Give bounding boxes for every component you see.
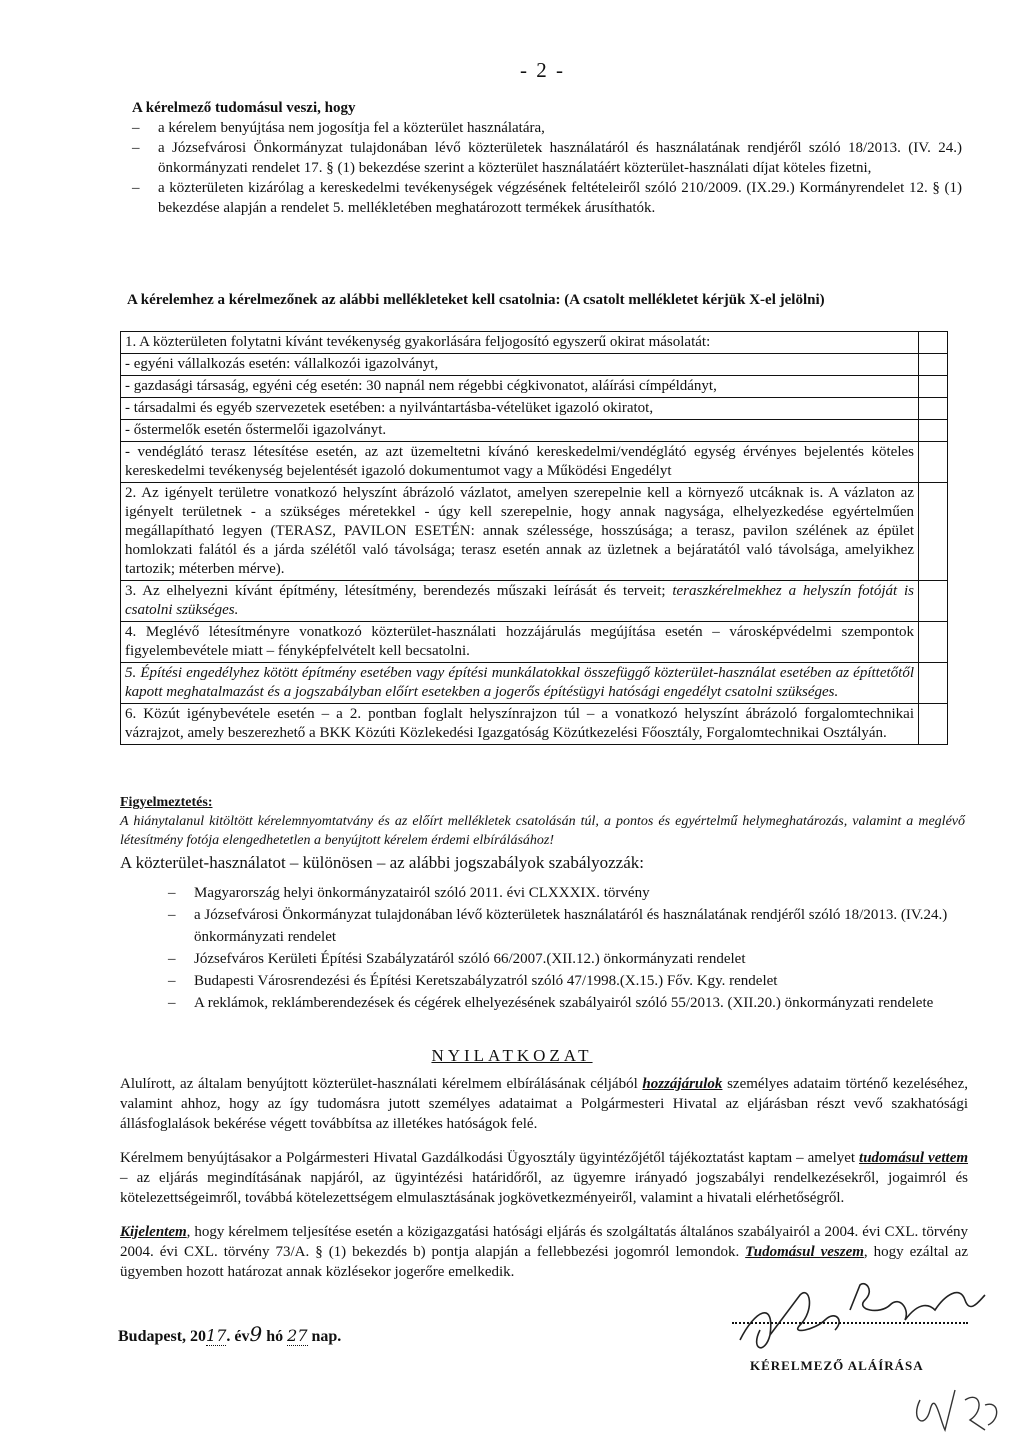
laws-heading: A közterület-használatot – különösen – az alábbi jogszabályok szabályozzák: (120, 853, 644, 872)
declaration-paragraph: Kijelentem, hogy kérelmem teljesítése esetén a közigazgatási hatósági eljárás és szolgáltatás általános szabályairól a 2004. évi CXL. törvény 2004. évi CXL. törvény 73/A. § (1) bekezdés b) pontja alapján a fellebbezési jogomról lemondok. Tudomásul veszem, hogy ezáltal az ügyemben hozott határozat annak közlésekor jogerőre emelkedik. (120, 1224, 969, 1280)
table-row (121, 442, 948, 483)
list-item: – a kérelem benyújtása nem jogosítja fel a közterület használatára, (132, 118, 962, 138)
table-cell: 6. Közút igénybevétele esetén – a 2. pontban foglalt helyszínrajzon túl – a vonatkozó helyszínt ábrázoló forgalomtechnikai vázrajzot, amely beszerezhető a BKK Közúti Közlekedési Igazgatóság Közútkezelési Főosztály, Forgalomtechnikai Osztályán. (121, 704, 919, 745)
table-row (121, 332, 948, 354)
signature-line (732, 1322, 968, 1324)
attachments-heading: A kérelemhez a kérelmezőnek az alábbi mellékleteket kell csatolnia: (A csatolt mellékletet kérjük X-el jelölni) (127, 292, 825, 308)
mark-checkbox[interactable] (919, 332, 948, 354)
table-row (121, 704, 948, 745)
table-cell: - egyéni vállalkozás esetén: vállalkozói igazolványt, (121, 354, 919, 376)
declaration-title: NYILATKOZAT (431, 1046, 593, 1065)
warning-title: Figyelmeztetés: (120, 795, 213, 810)
list-item: – a Józsefvárosi Önkormányzat tulajdonában lévő közterületek használatáról és használatának rendjéről szóló 18/2013. (IV. 24.) önkormányzati rendelet 17. § (1) bekezdése szerint a közterület használatáért közterület-használati díjat köteles fizetni, (132, 138, 962, 178)
mark-checkbox[interactable] (919, 420, 948, 442)
acknowledge-emphasis: Tudomásul veszem (745, 1244, 864, 1260)
mark-checkbox[interactable] (919, 622, 948, 663)
table-cell: 1. A közterületen folytatni kívánt tevékenység gyakorlására feljogosító egyszerű okirat másolatát: (121, 332, 919, 354)
table-row (121, 622, 948, 663)
table-row (121, 663, 948, 704)
table-row (121, 420, 948, 442)
page-number: - 2 - (520, 58, 565, 82)
table-row (121, 376, 948, 398)
month-handwritten: 9 (249, 1322, 263, 1346)
warning-section (120, 793, 965, 850)
table-cell: 2. Az igényelt területre vonatkozó helyszínt ábrázoló vázlatot, amelyen szerepelnie kell a környező utcáknak is. A vázlaton az igényelt területnek - a szükséges méretekkel - úgy kell szerepelnie, hogy annak nagysága, elhelyezkedése egyértelműen megállapítható legyen (TERASZ, PAVILON ESETÉN: annak szélessége, hosszúsága; a terasz, pavilon szélének az épület homlokzati falától és a járda szélétől való távolsága; terasz esetén annak az üzletnek a bejáratától való távolsága, amelyikhez tartozik; méterben mérve). (121, 483, 919, 581)
mark-checkbox[interactable] (919, 398, 948, 420)
table-row (121, 581, 948, 622)
consent-emphasis: hozzájárulok (642, 1076, 723, 1092)
acknowledge-emphasis: tudomásul vettem (859, 1150, 969, 1166)
table-row (121, 398, 948, 420)
table-cell: - társadalmi és egyéb szervezetek esetében: a nyilvántartásba-vételüket igazoló okiratot, (121, 398, 919, 420)
intro-list (132, 118, 962, 218)
list-item: – Józsefváros Kerületi Építési Szabályzatáról szóló 66/2007.(XII.12.) önkormányzati rendelet (168, 948, 965, 970)
mark-checkbox[interactable] (919, 663, 948, 704)
table-row (121, 354, 948, 376)
warning-text: A hiánytalanul kitöltött kérelemnyomtatvány és az előírt mellékletek csatolásán túl, a pontos és egyértelmű helymeghatározás, valamint a meglévő létesítmény fotója elengedhetetlen a benyújtott kérelem érdemi elbírálásához! (120, 814, 965, 848)
table-cell: - őstermelők esetén őstermelői igazolványt. (121, 420, 919, 442)
list-item: – Magyarország helyi önkormányzatairól szóló 2011. évi CLXXXIX. törvény (168, 882, 965, 904)
year-handwritten: 17 (206, 1326, 227, 1345)
mark-checkbox[interactable] (919, 483, 948, 581)
list-item: – Budapesti Városrendezési és Építési Keretszabályzatról szóló 47/1998.(X.15.) Főv. Kgy. rendelet (168, 970, 965, 992)
declaration-paragraph: Kérelmem benyújtásakor a Polgármesteri Hivatal Gazdálkodási Ügyosztály ügyintézőjétől tájékoztatást kaptam – amelyet tudomásul vettem – az eljárás megindításának napjáról, az ügyintézési határidőről, az ügyemre irányadó jogszabályi rendelkezésekről, jogaimról és kötelezettségeimről, továbbá kötelezettségem elmulasztásának jogkövetkezményeiről, valamint a hivatali elérhetőségről. (120, 1150, 969, 1206)
list-item: – a közterületen kizárólag a kereskedelmi tevékenységek végzésének feltételeiről szóló 210/2009. (IX.29.) Kormányrendelet 12. § (1) bekezdése alapján a rendelet 5. mellékletében meghatározott termékek árusíthatók. (132, 178, 962, 218)
day-handwritten: 27 (287, 1326, 308, 1345)
table-row (121, 483, 948, 581)
table-cell: 3. Az elhelyezni kívánt építmény, létesítmény, berendezés műszaki leírását és terveit; teraszkérelmekhez a helyszín fotóját is csatolni szükséges. (121, 581, 919, 622)
mark-checkbox[interactable] (919, 442, 948, 483)
mark-checkbox[interactable] (919, 354, 948, 376)
declare-emphasis: Kijelentem (120, 1224, 187, 1240)
laws-list (120, 882, 965, 1014)
table-cell: - vendéglátó terasz létesítése esetén, az azt üzemeltetni kívánó kereskedelmi/vendéglátó egység érvényes bejelentés köteles kereskedelmi tevékenység bejelentését igazoló dokumentumot vagy a Működési Engedélyt (121, 442, 919, 483)
mark-checkbox[interactable] (919, 704, 948, 745)
table-cell: - gazdasági társaság, egyéni cég esetén: 30 napnál nem régebbi cégkivonatot, aláírási címpéldányt, (121, 376, 919, 398)
signature-label: KÉRELMEZŐ ALÁÍRÁSA (750, 1358, 924, 1373)
intro-heading: A kérelmező tudomásul veszi, hogy (132, 100, 356, 116)
intro-section (132, 98, 962, 218)
list-item: – A reklámok, reklámberendezések és cégérek elhelyezésének szabályairól szóló 55/2013. (XII.20.) önkormányzati rendelete (168, 992, 965, 1014)
table-cell: 4. Meglévő létesítményre vonatkozó közterület-használati hozzájárulás megújítása esetén – városképvédelmi szempontok figyelembevétele miatt – fényképfelvételt kell becsatolni. (121, 622, 919, 663)
list-item: – a Józsefvárosi Önkormányzat tulajdonában lévő közterületek használatáról és használatának rendjéről szóló 18/2013. (IV.24.) önkormányzati rendelet (168, 904, 965, 948)
attachments-table (120, 331, 948, 745)
declaration-paragraph: Alulírott, az általam benyújtott közterület-használati kérelmem elbírálásának céljából hozzájárulok személyes adataim történő kezeléséhez, valamint ahhoz, hogy az így tudomásra jutott személyes adataimat a Polgármesteri Hivatal az eljárásban részt vevő szakhatósági állásfoglalások bekérése végett továbbítsa az illetékes hatóságok felé. (120, 1076, 968, 1132)
mark-checkbox[interactable] (919, 581, 948, 622)
laws-section (120, 852, 965, 1014)
declaration-section (120, 1074, 968, 1282)
mark-checkbox[interactable] (919, 376, 948, 398)
table-cell: 5. Építési engedélyhez kötött építmény esetében vagy építési munkálatokkal összefüggő közterület-használat esetében az építtetőtől kapott meghatalmazást és a jogszabályban előírt esetekben a jogerős építésügyi hatósági engedélyt csatolni szükséges. (121, 663, 919, 704)
photo-note: teraszkérelmekhez a helyszín fotóját is csatolni szükséges. (125, 583, 914, 618)
date-line: Budapest, 2017. év9 hó 27 nap. (118, 1322, 342, 1346)
